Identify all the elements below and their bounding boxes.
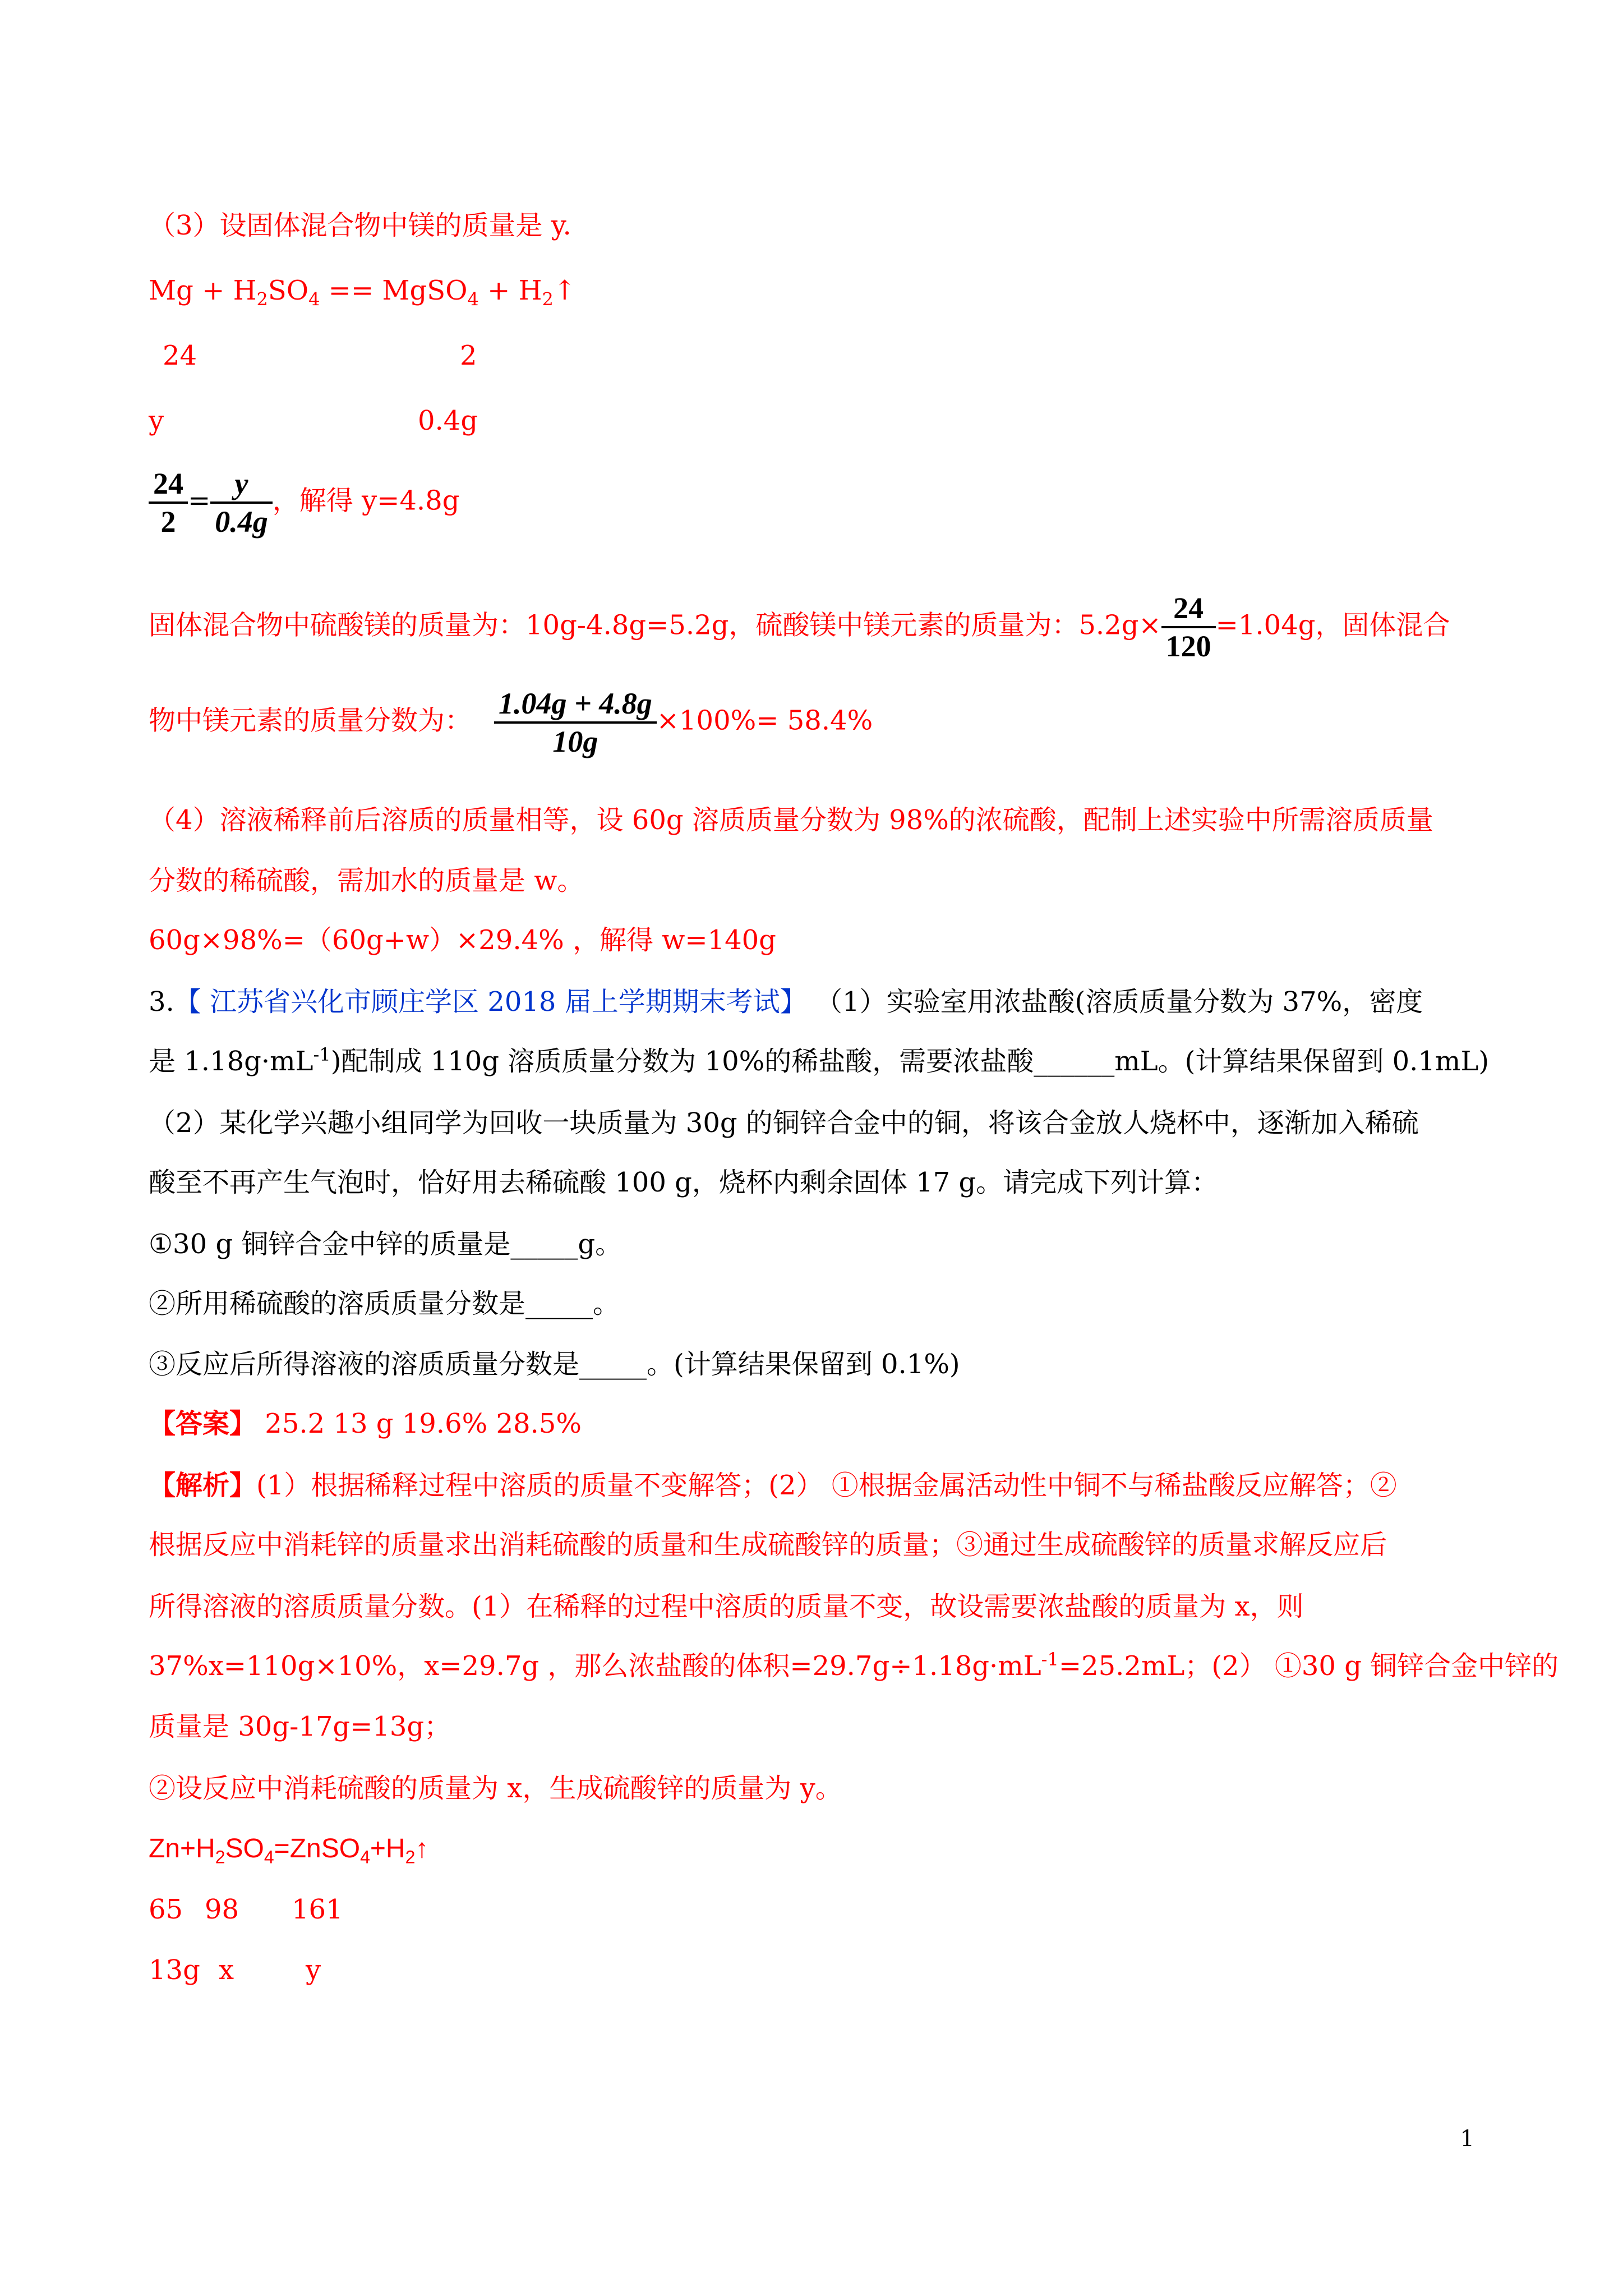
equation-mg: $Mg + H_2SO_4$ == MgSO$_4$ + $H_2↑$ [149,275,577,310]
fraction-mg-total: $\frac{1.04g + 4.8g}{10g}$ [494,685,657,760]
question-3-line2: 是 $1.18g\cdot mL^{-1}$)配制成 110g 溶质质量分数为 10%的稀盐酸，需要浓盐酸______mL。(计算结果保留到 0.1mL) [149,1044,1490,1077]
part3-intro: （3）设固体混合物中镁的质量是 y. [149,210,571,241]
answer-line: 【答案】 25.2 13 g 19.6% 28.5% [149,1408,582,1439]
question-3-line4: 酸至不再产生气泡时，恰好用去稀硫酸 100 g，烧杯内剩余固体 17 g。请完成下列计算： [149,1167,1219,1198]
zn-var-13g: 13g [149,1954,200,1986]
zn-mass-65: 65 [149,1894,183,1925]
question-3-sub1: ①30 g 铜锌合金中锌的质量是_____g。 [149,1228,623,1260]
analysis-label: 【解析】 [149,1470,257,1501]
answer-label: 【答案】 [149,1408,257,1439]
part4-line2: 分数的稀硫酸，需加水的质量是 w。 [149,865,584,896]
question-source: 【 江苏省兴化市顾庄学区 2018 届上学期期末考试】 [174,986,807,1018]
fraction-y-04g: $\frac{y}{0.4g}$ [210,466,273,540]
question-3-sub2: ②所用稀硫酸的溶质质量分数是_____。 [149,1288,620,1319]
analysis-line3: 所得溶液的溶质质量分数。(1）在稀释的过程中溶质的质量不变，故设需要浓盐酸的质量为 x，则 [149,1591,1304,1622]
equation-zn: $Zn+H_2SO_4=ZnSO_4+H_2↑$ [149,1834,429,1867]
analysis-line2: 根据反应中消耗锌的质量求出消耗硫酸的质量和生成硫酸锌的质量；③通过生成硫酸锌的质量求解反应后 [149,1529,1387,1561]
question-3-sub3: ③反应后所得溶液的溶质质量分数是_____。(计算结果保留到 0.1%) [149,1349,960,1380]
question-3-line1: 3.【 江苏省兴化市顾庄学区 2018 届上学期期末考试】 （1）实验室用浓盐酸(溶质质量分数为 37%，密度 [149,986,1423,1018]
mgso4-line: 固体混合物中硫酸镁的质量为：10g-4.8g=5.2g，硫酸镁中镁元素的质量为：5.2g× $\frac{24}{120}$ =1.04g，固体混合 [149,591,1450,663]
question-3-line3: （2）某化学兴趣小组同学为回收一块质量为 30g 的铜锌合金中的铜，将该合金放人烧杯中，逐渐加入稀硫 [149,1107,1419,1139]
part4-line3: 60g×98%=（60g+w）×29.4% ，解得 w=140g [149,924,776,956]
var-0.4g: 0.4g [418,405,478,436]
analysis-line6: ②设反应中消耗硫酸的质量为 x，生成硫酸锌的质量为 y。 [149,1773,842,1804]
page-number: 1 [1460,2126,1474,2152]
zn-mass-98: 98 [205,1894,239,1925]
zn-var-y: y [306,1954,321,1986]
fraction-24-120: $\frac{24}{120}$ [1161,590,1216,664]
fraction-line-1: $\frac{24}{2}$ = $\frac{y}{0.4g}$ ，解得 y=4.8g [149,466,459,540]
var-y: y [149,405,164,436]
fraction-24-2: $\frac{24}{2}$ [149,466,188,540]
mass-fraction-line: 物中镁元素的质量分数为： $\frac{1.04g + 4.8g}{10g}$ ×100%= 58.4% [149,687,873,758]
zn-mass-161: 161 [292,1894,343,1925]
analysis-line1: 【解析】(1）根据稀释过程中溶质的质量不变解答；(2） ①根据金属活动性中铜不与稀盐酸反应解答；② [149,1470,1397,1501]
analysis-line5: 质量是 30g-17g=13g； [149,1711,451,1742]
part4-line1: （4）溶液稀释前后溶质的质量相等，设 60g 溶质质量分数为 98%的浓硫酸，配制上述实验中所需溶质质量 [149,804,1433,836]
analysis-line4: 37%x=110g×10%，x=29.7g ，那么浓盐酸的体积$=29.7g\div 1.18g\cdot mL^{-1}=25.2mL$；(2） ①30 g 铜锌合金中锌的 [149,1649,1559,1682]
mass-2: 2 [460,340,477,371]
mass-24: 24 [163,340,197,371]
zn-var-x: x [219,1954,234,1986]
